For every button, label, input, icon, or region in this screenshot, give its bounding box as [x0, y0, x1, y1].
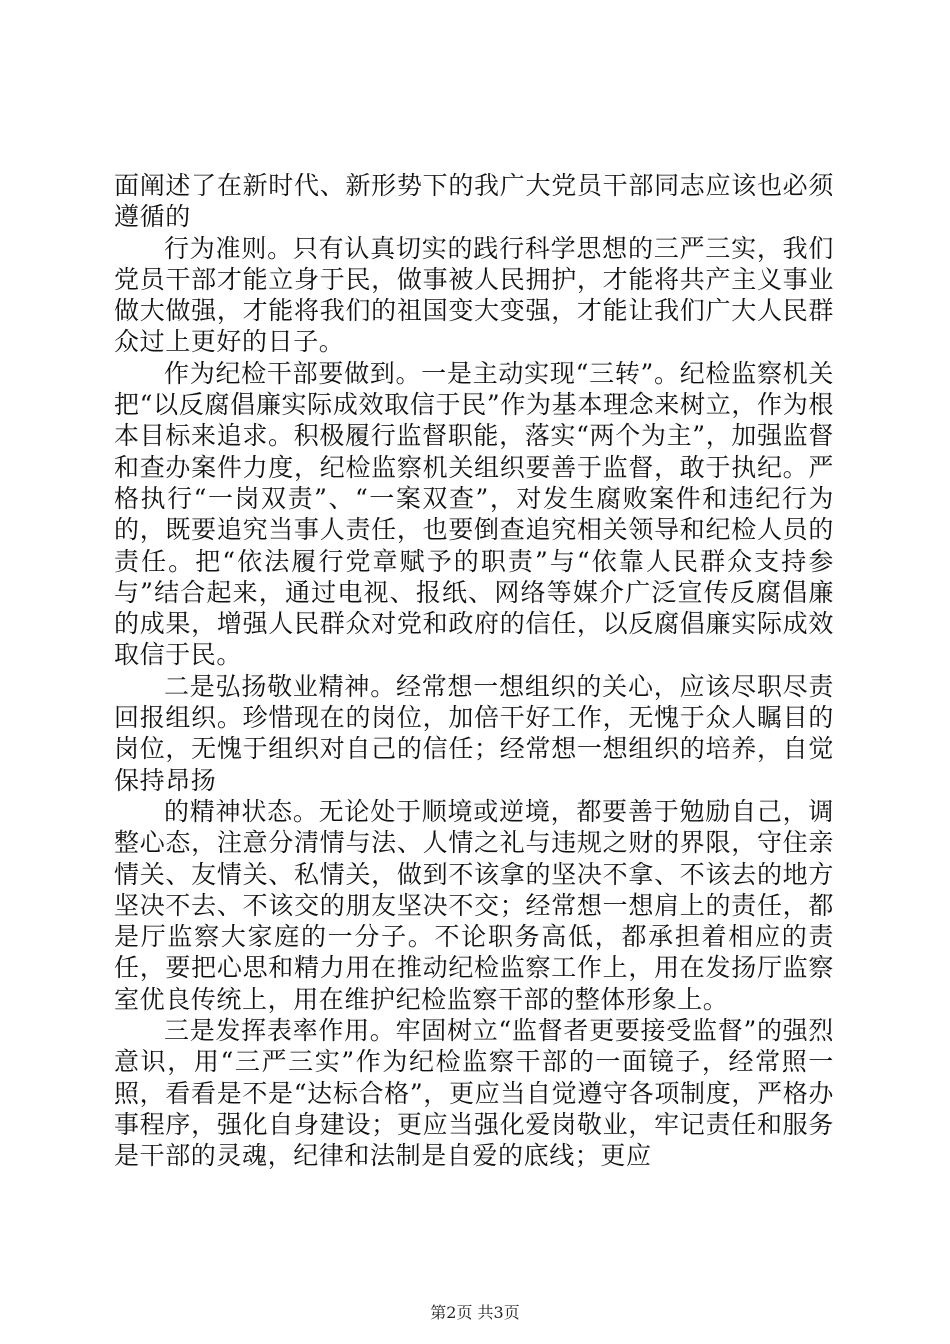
paragraph: 行为准则。只有认真切实的践行科学思想的三严三实，我们党员干部才能立身于民，做事被人民拥护，才能将共产主义事业做大做强，才能将我们的祖国变大变强，才能让我们广大人民群众过上更好的日子。 — [114, 233, 834, 357]
paragraph: 作为纪检干部要做到。一是主动实现“三转”。纪检监察机关把“以反腐倡廉实际成效取信于民”作为基本理念来树立，作为根本目标来追求。积极履行监督职能，落实“两个为主”，加强监督和查办案件力度，纪检监察机关组织要善于监督，敢于执纪。严格执行“一岗双责”、“一案双查”，对发生腐败案件和违纪行为的，既要追究当事人责任，也要倒查追究相关领导和纪检人员的责任。把“依法履行党章赋予的职责”与“依靠人民群众支持参与”结合起来，通过电视、报纸、网络等媒介广泛宣传反腐倡廉的成果，增强人民群众对党和政府的信任，以反腐倡廉实际成效取信于民。 — [114, 358, 834, 670]
paragraph: 三是发挥表率作用。牢固树立“监督者更要接受监督”的强烈意识，用“三严三实”作为纪检监察干部的一面镜子，经常照一照，看看是不是“达标合格”，更应当自觉遵守各项制度，严格办事程序，强化自身建设；更应当强化爱岗敬业，牢记责任和服务是干部的灵魂，纪律和法制是自爱的底线；更应 — [114, 1016, 834, 1171]
document-body — [114, 170, 834, 1172]
paragraph: 面阐述了在新时代、新形势下的我广大党员干部同志应该也必须遵循的 — [114, 171, 834, 232]
paragraph: 的精神状态。无论处于顺境或逆境，都要善于勉励自己，调整心态，注意分清情与法、人情之礼与违规之财的界限，守住亲情关、友情关、私情关，做到不该拿的坚决不拿、不该去的地方坚决不去、不该交的朋友坚决不交；经常想一想肩上的责任，都是厅监察大家庭的一分子。不论职务高低，都承担着相应的责任，要把心思和精力用在推动纪检监察工作上，用在发扬厅监察室优良传统上，用在维护纪检监察干部的整体形象上。 — [114, 796, 834, 1014]
paragraph: 二是弘扬敬业精神。经常想一想组织的关心，应该尽职尽责回报组织。珍惜现在的岗位，加倍干好工作，无愧于众人瞩目的岗位，无愧于组织对自己的信任；经常想一想组织的培养，自觉保持昂扬 — [114, 671, 834, 795]
page-number-footer: 第2页 共3页 — [430, 1303, 520, 1322]
